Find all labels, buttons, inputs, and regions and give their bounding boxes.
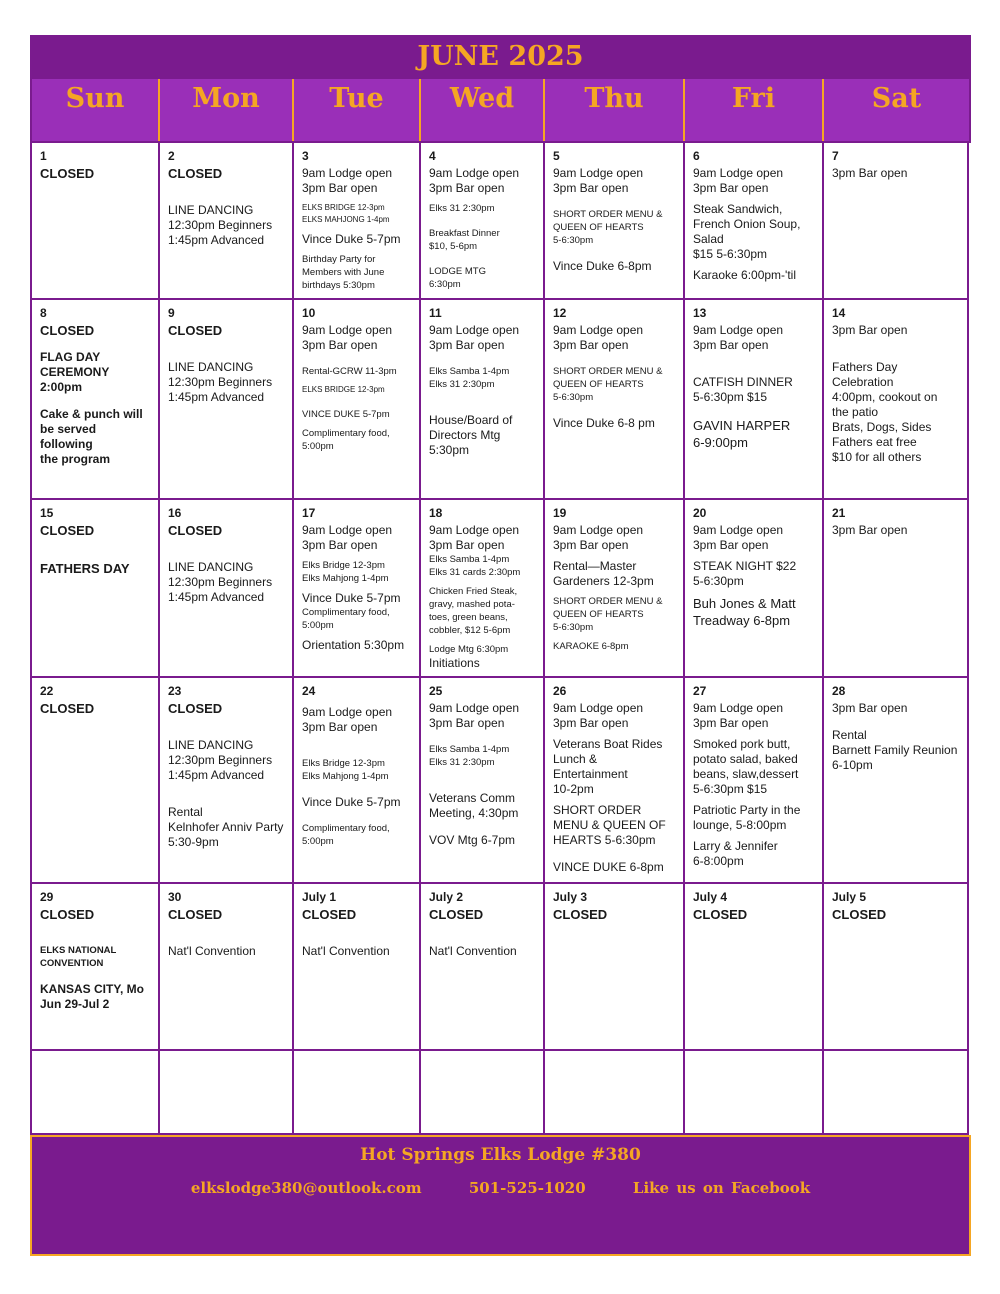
- day-number: 4: [429, 149, 436, 163]
- event-text: 9am Lodge open 3pm Bar open: [429, 701, 520, 730]
- day-cell: [685, 500, 824, 678]
- day-number: 9: [168, 306, 175, 320]
- event-text: 9am Lodge open 3pm Bar open: [429, 166, 520, 195]
- closed-label: CLOSED: [40, 701, 95, 716]
- event-text: Vince Duke 6-8 pm: [553, 416, 655, 430]
- event-text: ELKS BRIDGE 12-3pm: [302, 385, 385, 394]
- event-text: Initiations: [429, 656, 480, 670]
- closed-label: CLOSED: [168, 523, 223, 538]
- event-text: KANSAS CITY, Mo Jun 29-Jul 2: [40, 982, 145, 1011]
- day-number: 28: [832, 684, 846, 698]
- event-text: LINE DANCING 12:30pm Beginners 1:45pm Advanced: [168, 738, 273, 782]
- event-text: ELKS NATIONAL CONVENTION: [40, 945, 117, 969]
- event-text: Orientation 5:30pm: [302, 638, 405, 652]
- day-number: July 4: [693, 890, 728, 904]
- day-cell: [545, 500, 685, 678]
- event-text: STEAK NIGHT $22 5-6:30pm: [693, 559, 797, 588]
- day-cell: [545, 1051, 685, 1135]
- event-text: 9am Lodge open 3pm Bar open: [553, 701, 644, 730]
- day-cell: [545, 678, 685, 884]
- day-cell: [294, 678, 421, 884]
- footer: [30, 1135, 971, 1256]
- event-text: CATFISH DINNER 5-6:30pm $15: [693, 375, 793, 404]
- weekday-sat: Sat: [824, 79, 969, 141]
- event-text: 9am Lodge open 3pm Bar open: [302, 523, 393, 552]
- event-text: Rental-GCRW 11-3pm: [302, 366, 397, 377]
- day-cell: [545, 300, 685, 500]
- event-text: Nat'l Convention: [168, 944, 256, 958]
- day-cell: [32, 884, 160, 1051]
- event-text: SHORT ORDER MENU & QUEEN OF HEARTS 5-6:30pm: [553, 596, 663, 633]
- day-number: 29: [40, 890, 54, 904]
- event-text: Rental—Master Gardeners 12-3pm: [553, 559, 654, 588]
- day-number: 15: [40, 506, 54, 520]
- event-text: FATHERS DAY: [40, 561, 130, 576]
- closed-label: CLOSED: [168, 907, 223, 922]
- calendar: [30, 35, 971, 1135]
- event-text: Elks Bridge 12-3pm Elks Mahjong 1-4pm: [302, 758, 389, 782]
- day-cell: [294, 300, 421, 500]
- event-text: 3pm Bar open: [832, 701, 908, 715]
- closed-label: CLOSED: [40, 523, 95, 538]
- event-text: Steak Sandwich, French Onion Soup, Salad $15 5-6:30pm: [693, 202, 801, 261]
- day-cell: [685, 678, 824, 884]
- day-cell: [824, 500, 969, 678]
- event-text: 9am Lodge open 3pm Bar open: [429, 323, 520, 352]
- event-text: Vince Duke 5-7pm: [302, 591, 401, 605]
- event-text: Elks Samba 1-4pm Elks 31 2:30pm: [429, 744, 510, 768]
- event-text: Complimentary food, 5:00pm: [302, 428, 390, 452]
- event-text: Veterans Comm Meeting, 4:30pm: [429, 791, 519, 820]
- day-cell: [294, 884, 421, 1051]
- event-text: 9am Lodge open 3pm Bar open: [302, 705, 393, 734]
- event-text: Rental Kelnhofer Anniv Party 5:30-9pm: [168, 805, 284, 849]
- closed-label: CLOSED: [40, 166, 95, 181]
- event-text: Complimentary food, 5:00pm: [302, 607, 390, 631]
- event-text: 9am Lodge open 3pm Bar open: [693, 523, 784, 552]
- calendar-grid: [30, 141, 971, 1135]
- event-text: Patriotic Party in the lounge, 5-8:00pm: [693, 803, 801, 832]
- day-cell: [160, 143, 294, 300]
- event-text: 9am Lodge open 3pm Bar open: [302, 323, 393, 352]
- event-text: LINE DANCING 12:30pm Beginners 1:45pm Advanced: [168, 360, 273, 404]
- day-number: 24: [302, 684, 316, 698]
- event-text: Cake & punch will be served following the program: [40, 407, 143, 466]
- event-text: LINE DANCING 12:30pm Beginners 1:45pm Advanced: [168, 203, 273, 247]
- day-cell: [545, 884, 685, 1051]
- event-text: FLAG DAY CEREMONY 2:00pm: [40, 350, 110, 394]
- day-number: 27: [693, 684, 707, 698]
- closed-label: CLOSED: [302, 907, 357, 922]
- phone-number: 501-525-1020: [468, 1179, 586, 1197]
- event-text: Buh Jones & Matt Treadway 6-8pm: [693, 596, 796, 628]
- day-cell: [545, 143, 685, 300]
- day-cell: [824, 884, 969, 1051]
- day-number: July 3: [553, 890, 588, 904]
- event-text: Birthday Party for Members with June birthdays 5:30pm: [302, 254, 385, 291]
- event-text: Elks Bridge 12-3pm Elks Mahjong 1-4pm: [302, 560, 389, 584]
- weekday-wed: Wed: [421, 79, 545, 141]
- event-text: 9am Lodge open 3pm Bar open: [693, 323, 784, 352]
- day-number: 8: [40, 306, 47, 320]
- day-number: 14: [832, 306, 846, 320]
- day-number: 12: [553, 306, 567, 320]
- day-cell: [421, 1051, 545, 1135]
- day-cell: [421, 678, 545, 884]
- event-text: Vince Duke 6-8pm: [553, 259, 652, 273]
- day-cell: [685, 300, 824, 500]
- calendar-title: JUNE 2025: [30, 35, 971, 77]
- day-cell: [294, 500, 421, 678]
- day-number: 13: [693, 306, 707, 320]
- day-number: 11: [429, 306, 442, 320]
- weekday-thu: Thu: [545, 79, 685, 141]
- day-number: 17: [302, 506, 316, 520]
- event-text: Breakfast Dinner $10, 5-6pm: [429, 228, 500, 252]
- day-cell: [421, 300, 545, 500]
- event-text: Complimentary food, 5:00pm: [302, 823, 390, 847]
- day-number: July 1: [302, 890, 337, 904]
- day-number: 5: [553, 149, 560, 163]
- day-number: 26: [553, 684, 567, 698]
- event-text: Larry & Jennifer 6-8:00pm: [693, 839, 778, 868]
- event-text: House/Board of Directors Mtg 5:30pm: [429, 413, 513, 457]
- weekday-header-row: [30, 77, 971, 141]
- closed-label: CLOSED: [168, 323, 223, 338]
- event-text: VINCE DUKE 5-7pm: [302, 409, 390, 420]
- email-link[interactable]: elkslodge380@outlook.com: [190, 1179, 422, 1197]
- day-cell: [421, 500, 545, 678]
- day-number: 25: [429, 684, 443, 698]
- day-number: 23: [168, 684, 182, 698]
- day-cell: [160, 678, 294, 884]
- closed-label: CLOSED: [40, 323, 95, 338]
- event-text: Karaoke 6:00pm-'til: [693, 268, 797, 282]
- event-text: Nat'l Convention: [302, 944, 390, 958]
- event-text: Fathers Day Celebration 4:00pm, cookout on the patio Brats, Dogs, Sides Fathers eat free $10 for all others: [832, 360, 938, 464]
- day-number: July 2: [429, 890, 464, 904]
- event-text: 9am Lodge open 3pm Bar open: [553, 523, 644, 552]
- event-text: 3pm Bar open: [832, 323, 908, 337]
- day-cell: [421, 143, 545, 300]
- event-text: LODGE MTG 6:30pm: [429, 266, 487, 290]
- event-text: Smoked pork butt, potato salad, baked beans, slaw,dessert 5-6:30pm $15: [693, 737, 799, 796]
- event-text: 9am Lodge open 3pm Bar open: [553, 166, 644, 195]
- day-cell: [824, 300, 969, 500]
- event-text: Elks 31 2:30pm: [429, 203, 495, 214]
- event-text: VOV Mtg 6-7pm: [429, 833, 516, 847]
- event-text: Elks Samba 1-4pm Elks 31 cards 2:30pm: [429, 554, 521, 578]
- day-cell: [160, 300, 294, 500]
- weekday-tue: Tue: [294, 79, 421, 141]
- event-text: SHORT ORDER MENU & QUEEN OF HEARTS 5-6:30pm: [553, 366, 663, 403]
- day-number: 7: [832, 149, 839, 163]
- day-cell: [294, 143, 421, 300]
- day-number: 20: [693, 506, 707, 520]
- facebook-link[interactable]: Like us on Facebook: [632, 1179, 811, 1197]
- event-text: 9am Lodge open 3pm Bar open: [553, 323, 644, 352]
- event-text: Chicken Fried Steak, gravy, mashed pota- toes, green beans, cobbler, $12 5-6pm: [429, 586, 518, 636]
- closed-label: CLOSED: [553, 907, 608, 922]
- contact-line: [32, 1179, 969, 1197]
- event-text: 9am Lodge open 3pm Bar open: [693, 166, 784, 195]
- weekday-mon: Mon: [160, 79, 294, 141]
- day-number: 3: [302, 149, 309, 163]
- event-text: 3pm Bar open: [832, 523, 908, 537]
- day-number: 1: [40, 149, 47, 163]
- closed-label: CLOSED: [693, 907, 748, 922]
- day-cell: [294, 1051, 421, 1135]
- day-cell: [32, 300, 160, 500]
- lodge-name: Hot Springs Elks Lodge #380: [360, 1145, 641, 1165]
- closed-label: CLOSED: [168, 166, 223, 181]
- day-cell: [32, 500, 160, 678]
- day-number: 6: [693, 149, 700, 163]
- day-number: 19: [553, 506, 567, 520]
- day-cell: [32, 1051, 160, 1135]
- day-cell: [160, 884, 294, 1051]
- day-number: 22: [40, 684, 54, 698]
- weekday-sun: Sun: [32, 79, 160, 141]
- day-cell: [685, 1051, 824, 1135]
- day-cell: [160, 500, 294, 678]
- event-text: Rental Barnett Family Reunion 6-10pm: [832, 728, 958, 772]
- day-cell: [32, 143, 160, 300]
- event-text: Lodge Mtg 6:30pm: [429, 644, 509, 655]
- day-cell: [685, 884, 824, 1051]
- day-cell: [421, 884, 545, 1051]
- day-number: July 5: [832, 890, 867, 904]
- day-number: 18: [429, 506, 443, 520]
- event-text: 9am Lodge open 3pm Bar open: [302, 166, 393, 195]
- event-text: 3pm Bar open: [832, 166, 908, 180]
- event-text: ELKS BRIDGE 12-3pm ELKS MAHJONG 1-4pm: [302, 203, 390, 224]
- day-cell: [32, 678, 160, 884]
- weekday-fri: Fri: [685, 79, 824, 141]
- event-text: SHORT ORDER MENU & QUEEN OF HEARTS 5-6:30pm: [553, 803, 666, 847]
- event-text: 9am Lodge open 3pm Bar open: [429, 523, 520, 552]
- closed-label: CLOSED: [168, 701, 223, 716]
- day-cell: [685, 143, 824, 300]
- event-text: KARAOKE 6-8pm: [553, 641, 629, 652]
- day-number: 10: [302, 306, 316, 320]
- event-text: VINCE DUKE 6-8pm: [553, 860, 664, 874]
- day-number: 16: [168, 506, 182, 520]
- event-text: Nat'l Convention: [429, 944, 517, 958]
- event-text: 9am Lodge open 3pm Bar open: [693, 701, 784, 730]
- closed-label: CLOSED: [832, 907, 887, 922]
- day-cell: [160, 1051, 294, 1135]
- event-text: Vince Duke 5-7pm: [302, 795, 401, 809]
- event-text: Vince Duke 5-7pm: [302, 232, 401, 246]
- day-cell: [824, 143, 969, 300]
- day-cell: [824, 678, 969, 884]
- day-number: 2: [168, 149, 175, 163]
- event-text: Veterans Boat Rides Lunch & Entertainment 10-2pm: [553, 737, 663, 796]
- closed-label: CLOSED: [40, 907, 95, 922]
- day-number: 21: [832, 506, 846, 520]
- day-cell: [824, 1051, 969, 1135]
- day-number: 30: [168, 890, 182, 904]
- event-text: Elks Samba 1-4pm Elks 31 2:30pm: [429, 366, 510, 390]
- event-text: LINE DANCING 12:30pm Beginners 1:45pm Advanced: [168, 560, 273, 604]
- event-text: GAVIN HARPER 6-9:00pm: [693, 418, 791, 450]
- closed-label: CLOSED: [429, 907, 484, 922]
- event-text: SHORT ORDER MENU & QUEEN OF HEARTS 5-6:30pm: [553, 209, 663, 246]
